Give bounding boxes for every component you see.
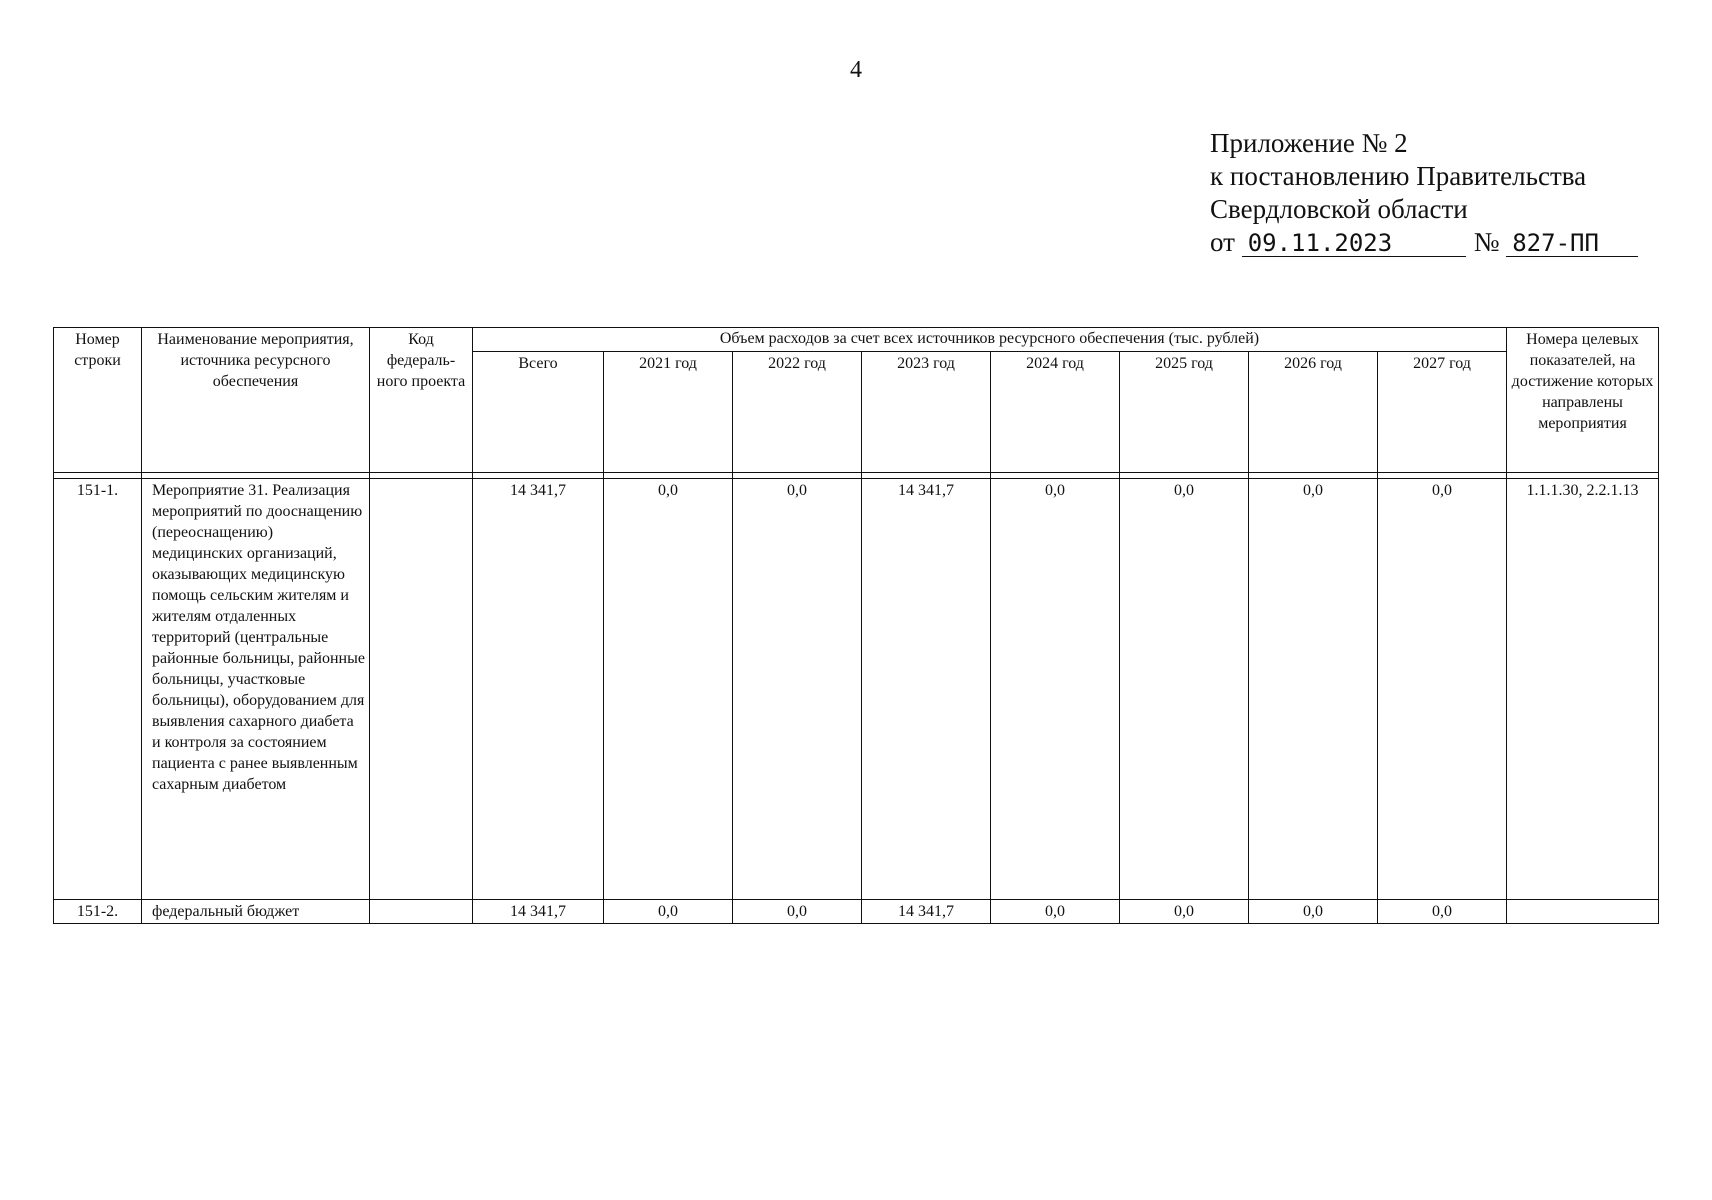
appendix-region: Свердловской области bbox=[1210, 194, 1468, 224]
header-2022: 2022 год bbox=[733, 352, 862, 473]
row-2023: 14 341,7 bbox=[862, 900, 991, 924]
row-2021: 0,0 bbox=[604, 900, 733, 924]
row-code bbox=[370, 479, 473, 900]
row-2025: 0,0 bbox=[1120, 479, 1249, 900]
row-2021: 0,0 bbox=[604, 479, 733, 900]
row-targets: 1.1.1.30, 2.2.1.13 bbox=[1507, 479, 1659, 900]
header-targets: Номера целевых показателей, на достижение которых направлены мероприятия bbox=[1507, 328, 1659, 473]
header-2026: 2026 год bbox=[1249, 352, 1378, 473]
row-2024: 0,0 bbox=[991, 900, 1120, 924]
header-total: Всего bbox=[473, 352, 604, 473]
page-number: 4 bbox=[850, 57, 862, 83]
row-2026: 0,0 bbox=[1249, 900, 1378, 924]
row-code bbox=[370, 900, 473, 924]
header-2023: 2023 год bbox=[862, 352, 991, 473]
row-name: Мероприятие 31. Реализация мероприятий по дооснащению (переоснащению) медицинских организаций, оказывающих медицинскую помощь сельским жителям и жителям отдаленных территорий (центральные районные больницы, районные больницы, участковые больницы), оборудованием для выявления сахарного диабета и контроля за состоянием пациента с ранее выявленным сахарным диабетом bbox=[142, 479, 370, 900]
row-targets bbox=[1507, 900, 1659, 924]
row-name: федеральный бюджет bbox=[142, 900, 370, 924]
row-number: 151-1. bbox=[54, 479, 142, 900]
header-code: Код федераль-ного проекта bbox=[370, 328, 473, 473]
row-2023: 14 341,7 bbox=[862, 479, 991, 900]
header-expenses-group: Объем расходов за счет всех источников ресурсного обеспечения (тыс. рублей) bbox=[473, 328, 1507, 352]
table-row bbox=[54, 479, 1659, 900]
appendix-date-number-line bbox=[1210, 226, 1638, 259]
header-row-number: Номер строки bbox=[54, 328, 142, 473]
appendix-reference: к постановлению Правительства bbox=[1210, 161, 1587, 191]
header-2021: 2021 год bbox=[604, 352, 733, 473]
row-2024: 0,0 bbox=[991, 479, 1120, 900]
row-2025: 0,0 bbox=[1120, 900, 1249, 924]
header-name: Наименование мероприятия, источника ресурсного обеспечения bbox=[142, 328, 370, 473]
row-number: 151-2. bbox=[54, 900, 142, 924]
expenses-table bbox=[53, 327, 1659, 924]
header-2024: 2024 год bbox=[991, 352, 1120, 473]
row-2026: 0,0 bbox=[1249, 479, 1378, 900]
row-total: 14 341,7 bbox=[473, 900, 604, 924]
header-2027: 2027 год bbox=[1378, 352, 1507, 473]
number-prefix: № bbox=[1473, 227, 1500, 257]
header-2025: 2025 год bbox=[1120, 352, 1249, 473]
row-2027: 0,0 bbox=[1378, 479, 1507, 900]
appendix-title: Приложение № 2 bbox=[1210, 128, 1408, 158]
row-2022: 0,0 bbox=[733, 479, 862, 900]
row-2027: 0,0 bbox=[1378, 900, 1507, 924]
resolution-number: 827-ПП bbox=[1506, 230, 1638, 257]
table-row bbox=[54, 900, 1659, 924]
row-2022: 0,0 bbox=[733, 900, 862, 924]
resolution-date: 09.11.2023 bbox=[1242, 230, 1466, 257]
row-total: 14 341,7 bbox=[473, 479, 604, 900]
appendix-header bbox=[1210, 127, 1638, 259]
date-prefix: от bbox=[1210, 227, 1235, 257]
